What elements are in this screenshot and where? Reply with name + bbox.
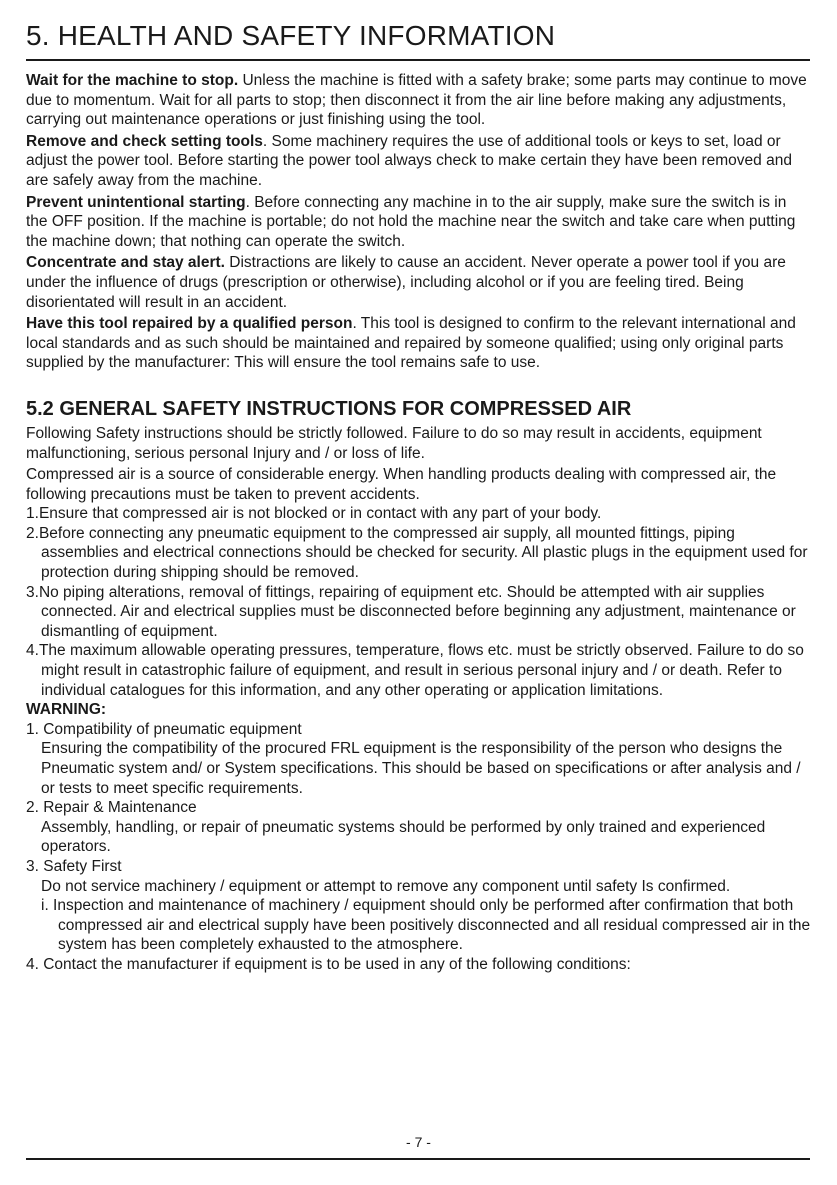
compressed-air-intro: Compressed air is a source of considerable energy. When handling products dealing with compressed air, the following precautions must be taken to prevent accidents. xyxy=(26,466,777,503)
item-number: 2. xyxy=(26,524,39,542)
rule-text: . Some machinery requires the use of additional tools or keys to set, load or adjust the power tool. Before starting the power tool always check to make certain they have been removed and are safely away from the machine. xyxy=(26,132,792,189)
rule-text: . Before connecting any machine in to the air supply, make sure the switch is in the OFF position. If the machine is portable; do not hold the machine near the switch and take care when putting the machine down; that nothing can operate the switch. xyxy=(26,193,796,250)
safety-rule-concentrate xyxy=(26,253,812,312)
warning-item-body: Do not service machinery / equipment or attempt to remove any component until safety Is confirmed. xyxy=(41,877,731,895)
compressed-air-intro: Following Safety instructions should be strictly followed. Failure to do so may result in accidents, equipment malfunctioning, serious personal Injury and / or loss of life. xyxy=(26,424,762,462)
section-title: 5. HEALTH AND SAFETY INFORMATION xyxy=(26,20,556,51)
warning-item-title: 4. Contact the manufacturer if equipment is to be used in any of the following conditions: xyxy=(26,955,631,973)
rule-lead: Remove and check setting tools xyxy=(26,132,263,150)
warning-item-body: Ensuring the compatibility of the procured FRL equipment is the responsibility of the person who designs the Pneumatic system and/ or System specifications. This should be based on specifications or after analysis and / or tests to meet specific requirements. xyxy=(41,740,801,797)
page-number: - 7 - xyxy=(406,1134,431,1150)
item-text: The maximum allowable operating pressures, temperature, flows etc. must be strictly observed. Failure to do so might result in catastrophic failure of equipment, and result in serious personal injury and / or death. Refer to individual catalogues for this information, and any other operating or application limitations. xyxy=(38,642,804,699)
footer-rule xyxy=(26,1158,810,1160)
rule-text: Distractions are likely to cause an accident. Never operate a power tool if you are under the influence of drugs (prescription or otherwise), including alcohol or if you are feeling tired. Being disorientated will result in an accident. xyxy=(26,254,786,311)
rule-text: Unless the machine is fitted with a safety brake; some parts may continue to move due to momentum. Wait for all parts to stop; then disconnect it from the air line before making any adjustments, carrying out maintenance operations or just finishing using the tool. xyxy=(26,72,807,129)
instruction-item xyxy=(26,641,812,700)
safety-rule-setting-tools xyxy=(26,132,812,191)
rule-lead: Have this tool repaired by a qualified person xyxy=(26,315,353,333)
safety-rule-wait xyxy=(26,71,812,130)
document-body xyxy=(26,71,812,975)
warning-label: WARNING: xyxy=(26,701,107,719)
safety-rule-qualified-repair xyxy=(26,314,812,373)
rule-text: . This tool is designed to confirm to the relevant international and local standards and as such should be maintained and repaired by someone qualified; using only original parts supplied by the manufacturer: This will ensure the tool remains safe to use. xyxy=(26,315,796,372)
instruction-item xyxy=(26,524,812,583)
instruction-item xyxy=(26,504,812,524)
title-rule xyxy=(26,59,810,61)
warning-item-body: Assembly, handling, or repair of pneumatic systems should be performed by only trained and experienced operators. xyxy=(41,818,766,856)
compressed-air-heading: 5.2 GENERAL SAFETY INSTRUCTIONS FOR COMPRESSED AIR xyxy=(26,397,632,420)
item-text: Before connecting any pneumatic equipment to the compressed air supply, all mounted fittings, piping assemblies and electrical connections should be checked for security. All plastic plugs in the equipment used for protection during shipping should be removed. xyxy=(38,524,808,582)
rule-lead: Prevent unintentional starting xyxy=(26,193,246,211)
item-number: 4. xyxy=(26,642,39,660)
item-text: Ensure that compressed air is not blocked or in contact with any part of your body. xyxy=(38,505,602,523)
warning-item-title: 1. Compatibility of pneumatic equipment xyxy=(26,720,302,738)
warning-item-title: 3. Safety First xyxy=(26,857,122,875)
warning-item-title: 2. Repair & Maintenance xyxy=(26,799,197,817)
rule-lead: Concentrate and stay alert. xyxy=(26,254,225,272)
safety-rule-unintentional-start xyxy=(26,193,812,252)
rule-lead: Wait for the machine to stop. xyxy=(26,72,239,89)
item-number: 1. xyxy=(26,505,39,523)
item-text: No piping alterations, removal of fittings, repairing of equipment etc. Should be attempted with air supplies connected. Air and electrical supplies must be disconnected before beginning any adjustment, maintenance or dismantling of equipment. xyxy=(38,583,796,640)
instruction-item xyxy=(26,583,812,642)
item-number: 3. xyxy=(26,583,39,601)
warning-subitem: i. Inspection and maintenance of machinery / equipment should only be performed after confirmation that both compressed air and electrical supply have been positively disconnected and all residual compressed air in the system has been completely exhausted to the atmosphere. xyxy=(41,897,811,954)
